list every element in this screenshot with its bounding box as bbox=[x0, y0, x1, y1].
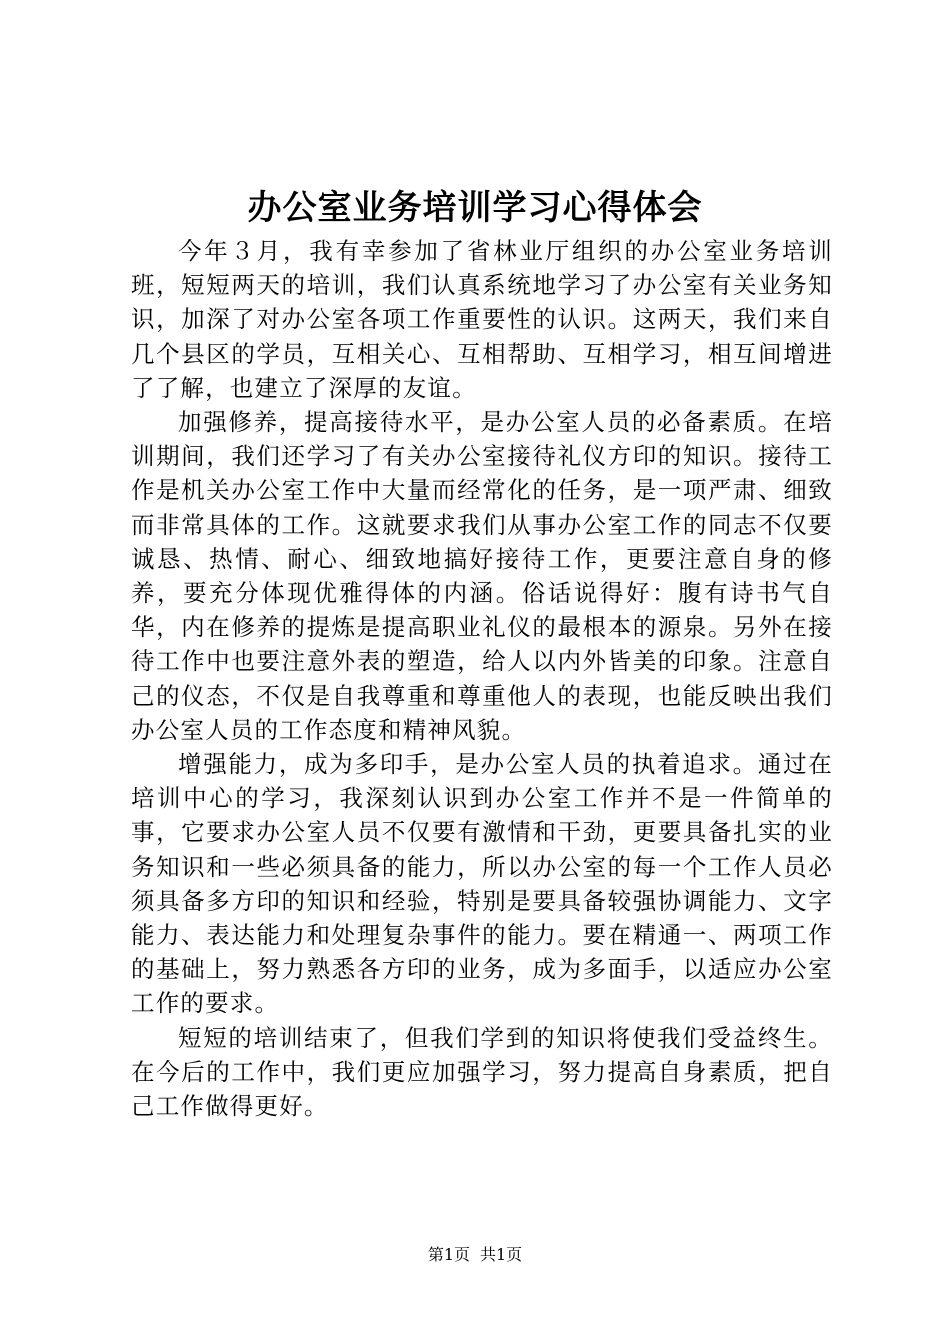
document-title: 办公室业务培训学习心得体会 bbox=[247, 188, 703, 228]
page-number-current: 第1页 bbox=[427, 1245, 470, 1264]
paragraph-2: 加强修养，提高接待水平，是办公室人员的必备素质。在培训期间，我们还学习了有关办公室接待礼仪方印的知识。接待工作是机关办公室工作中大量而经常化的任务，是一项严肃、细致而非常具体的工作。这就要求我们从事办公室工作的同志不仅要诚恳、热情、耐心、细致地搞好接待工作，更要注意自身的修养，要充分体现优雅得体的内涵。俗话说得好：腹有诗书气自华，内在修养的提炼是提高职业礼仪的最根本的源泉。另外在接待工作中也要注意外表的塑造，给人以内外皆美的印象。注意自己的仪态，不仅是自我尊重和尊重他人的表现，也能反映出我们办公室人员的工作态度和精神风貌。 bbox=[131, 408, 833, 744]
paragraph-1: 今年３月，我有幸参加了省林业厅组织的办公室业务培训班，短短两天的培训，我们认真系统地学习了办公室有关业务知识，加深了对办公室各项工作重要性的认识。这两天，我们来自几个县区的学员，互相关心、互相帮助、互相学习，相互间增进了了解，也建立了深厚的友谊。 bbox=[131, 237, 833, 402]
paragraph-3: 增强能力，成为多印手，是办公室人员的执着追求。通过在培训中心的学习，我深刻认识到办公室工作并不是一件简单的事，它要求办公室人员不仅要有激情和干劲，更要具备扎实的业务知识和一些必须具备的能力，所以办公室的每一个工作人员必须具备多方印的知识和经验，特别是要具备较强协调能力、文字能力、表达能力和处理复杂事件的能力。要在精通一、两项工作的基础上，努力熟悉各方印的业务，成为多面手，以适应办公室工作的要求。 bbox=[131, 750, 833, 1018]
paragraph-4: 短短的培训结束了，但我们学到的知识将使我们受益终生。在今后的工作中，我们更应加强学习，努力提高自身素质，把自己工作做得更好。 bbox=[131, 1023, 833, 1121]
page-footer bbox=[0, 1243, 950, 1267]
document-body bbox=[131, 234, 833, 1123]
page-number-total: 共1页 bbox=[480, 1245, 523, 1264]
